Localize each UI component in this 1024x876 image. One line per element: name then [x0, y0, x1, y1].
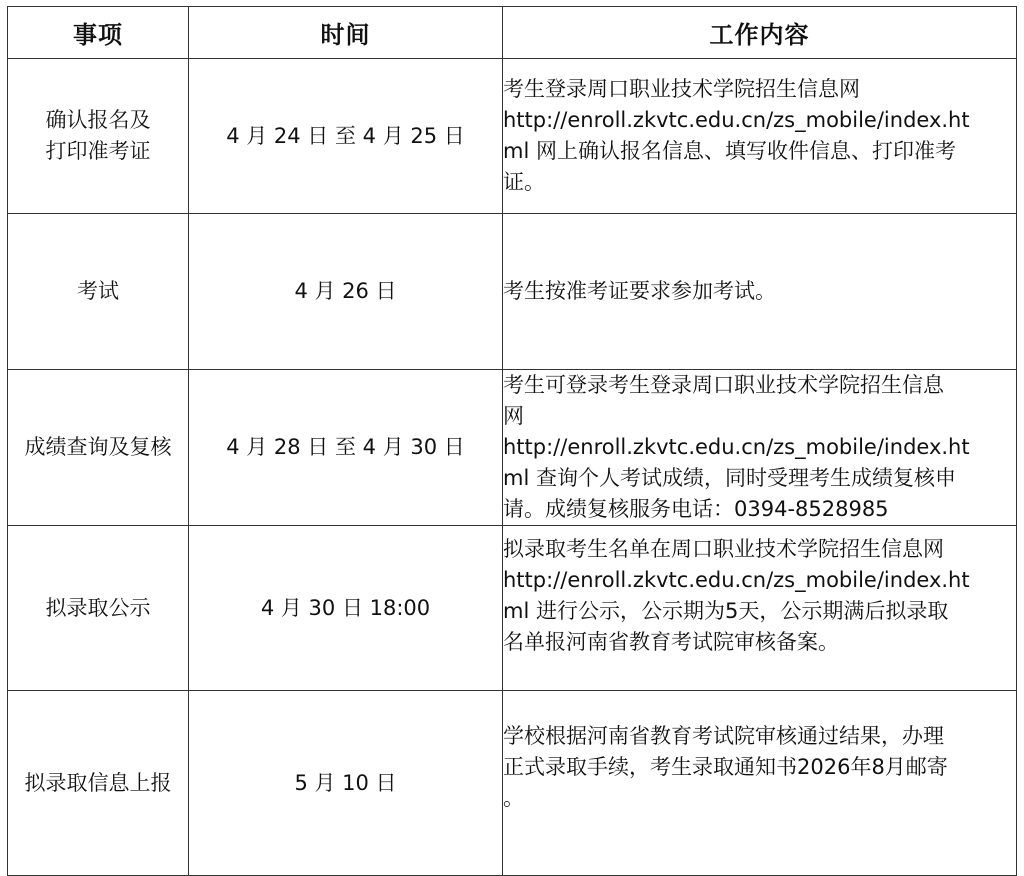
time-cell: 4 月 28 日 至 4 月 30 日	[189, 370, 503, 526]
header-row	[8, 7, 1017, 59]
header-item: 事项	[8, 7, 189, 59]
time-cell: 4 月 26 日	[189, 214, 503, 370]
content-cell: 学校根据河南省教育考试院审核通过结果，办理 正式录取手续，考生录取通知书2026年8月邮寄 。	[503, 691, 1017, 876]
table-row	[8, 526, 1017, 691]
header-time: 时间	[189, 7, 503, 59]
header-content: 工作内容	[503, 7, 1017, 59]
time-cell: 5 月 10 日	[189, 691, 503, 876]
time-cell: 4 月 30 日 18:00	[189, 526, 503, 691]
item-cell: 确认报名及 打印准考证	[8, 59, 189, 214]
content-cell: 考生按准考证要求参加考试。	[503, 214, 1017, 370]
item-cell: 拟录取信息上报	[8, 691, 189, 876]
content-cell: 考生可登录考生登录周口职业技术学院招生信息 网 http://enroll.zkvtc.edu.cn/zs_mobile/index.ht ml 查询个人考试成绩，同时受理考生成绩复核申 请。成绩复核服务电话：0394-8528985	[503, 370, 1017, 526]
table-row	[8, 691, 1017, 876]
table-row	[8, 370, 1017, 526]
content-cell: 考生登录周口职业技术学院招生信息网 http://enroll.zkvtc.edu.cn/zs_mobile/index.ht ml 网上确认报名信息、填写收件信息、打印准考 证。	[503, 59, 1017, 214]
time-cell: 4 月 24 日 至 4 月 25 日	[189, 59, 503, 214]
table-row	[8, 59, 1017, 214]
schedule-table	[7, 6, 1017, 876]
table-row	[8, 214, 1017, 370]
item-cell: 考试	[8, 214, 189, 370]
item-cell: 成绩查询及复核	[8, 370, 189, 526]
item-cell: 拟录取公示	[8, 526, 189, 691]
content-cell: 拟录取考生名单在周口职业技术学院招生信息网 http://enroll.zkvtc.edu.cn/zs_mobile/index.ht ml 进行公示，公示期为5天，公示期满后拟录取 名单报河南省教育考试院审核备案。	[503, 526, 1017, 691]
